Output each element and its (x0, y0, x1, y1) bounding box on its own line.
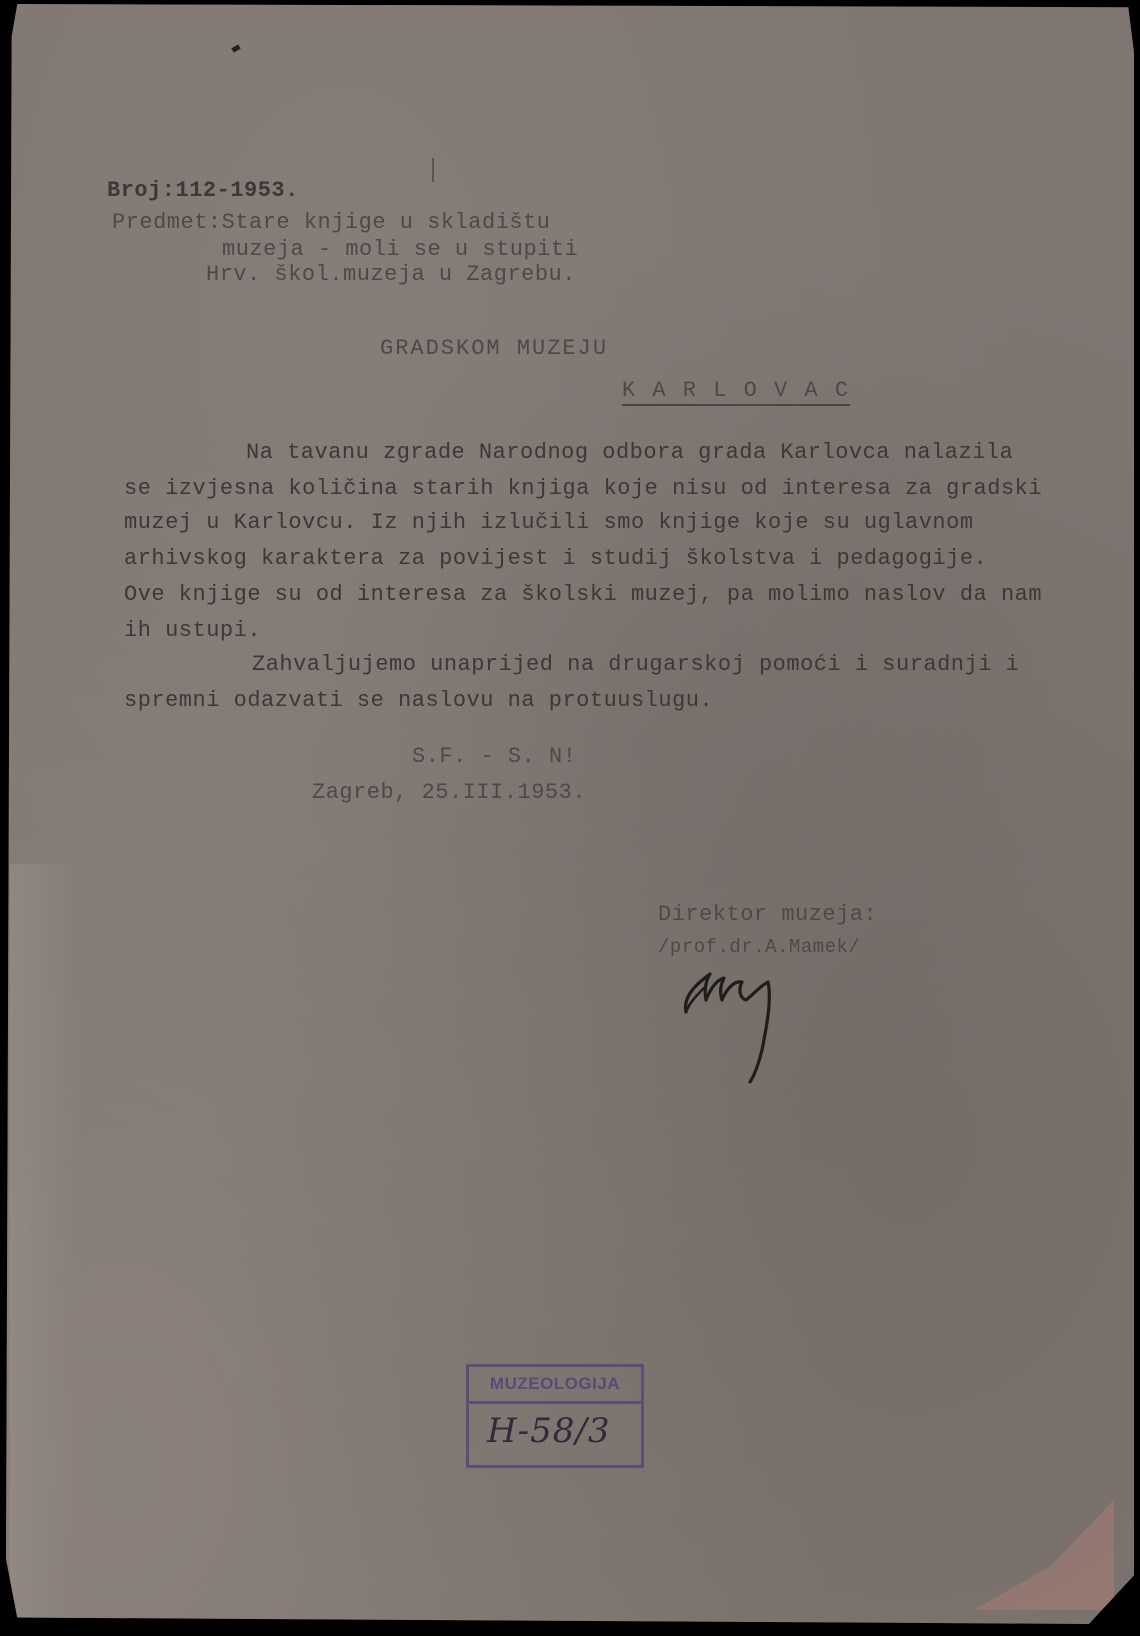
closing-slogan: S.F. - S. N! (412, 744, 577, 769)
paper-fold-shadow (10, 864, 80, 1624)
handwritten-signature (680, 950, 810, 1090)
body-line-1: Na tavanu zgrade Narodnog odbora grada Karlovca nalazila (246, 440, 1014, 465)
subject-line-1: Predmet:Stare knjige u skladištu (112, 210, 551, 235)
body-line-2: se izvjesna količina starih knjiga koje nisu od interesa za gradski (124, 476, 1043, 501)
archive-stamp (466, 1364, 644, 1468)
place-date: Zagreb, 25.III.1953. (312, 780, 587, 805)
body-line-5: Ove knjige su od interesa za školski muzej, pa molimo naslov da nam (124, 582, 1043, 607)
subject-line-2: muzeja - moli se u stupiti (222, 237, 579, 262)
body-line-4: arhivskog karaktera za povijest i studij školstva i pedagogije. (124, 546, 988, 571)
stamp-header: MUZEOLOGIJA (469, 1367, 641, 1404)
signatory-name: /prof.dr.A.Mamek/ (658, 936, 861, 958)
body-line-7: Zahvaljujemo unaprijed na drugarskoj pomoći i suradnji i (252, 652, 1020, 677)
recipient-line-2: K A R L O V A C (622, 380, 850, 406)
recipient-line-1: GRADSKOM MUZEJU (380, 336, 609, 361)
signatory-title: Direktor muzeja: (658, 902, 878, 927)
body-line-6: ih ustupi. (124, 618, 262, 643)
document-number: Broj:112-1953. (107, 178, 299, 203)
subject-line-3: Hrv. škol.muzeja u Zagrebu. (206, 262, 576, 287)
torn-corner (974, 1500, 1114, 1610)
body-line-8: spremni odazvati se naslovu na protuuslugu. (124, 688, 714, 713)
stamp-number: H-58/3 (487, 1411, 611, 1451)
pencil-tick (432, 158, 434, 182)
body-line-3: muzej u Karlovcu. Iz njih izlučili smo knjige koje su uglavnom (124, 510, 974, 535)
